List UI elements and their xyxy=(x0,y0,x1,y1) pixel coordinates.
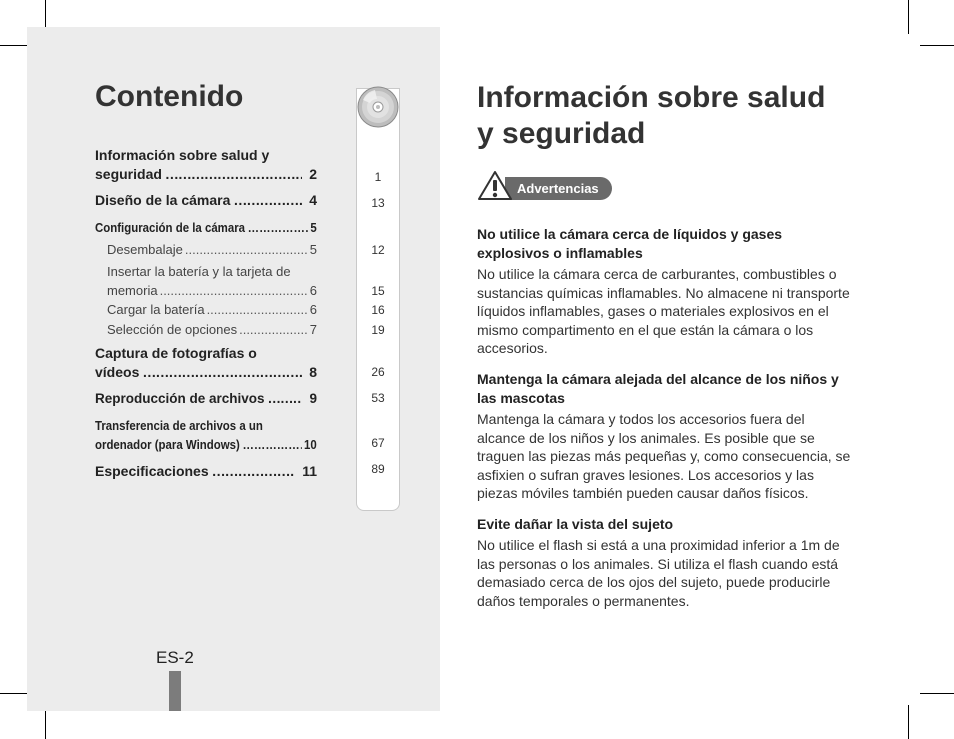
tab-number: 13 xyxy=(371,196,385,210)
disc-icon xyxy=(357,86,399,128)
section-body: No utilice el flash si está a una proximidad inferior a 1m de las personas o los animales. Si utiliza el flash cuando está demasiado cerca de los ojos del sujeto, puede producirle daños temporales o permanentes. xyxy=(477,537,840,609)
toc-leader xyxy=(207,300,308,319)
toc-entry-label: Selección de opciones xyxy=(107,322,238,337)
section-heading: Evite dañar la vista del sujeto xyxy=(477,516,674,532)
toc-subentry[interactable] xyxy=(107,240,317,259)
toc-entry-label: Insertar la batería y la tarjeta de xyxy=(107,264,291,279)
toc-page-number: 11 xyxy=(302,463,317,479)
toc-entry[interactable] xyxy=(95,191,317,210)
tab-number: 19 xyxy=(371,323,385,337)
page-marker-tab xyxy=(169,671,181,711)
toc-page-number: 4 xyxy=(309,192,317,208)
toc-page-number: 6 xyxy=(309,302,317,317)
tab-number: 89 xyxy=(371,462,385,476)
toc-entry-label: Desembalaje xyxy=(107,242,183,257)
toc-entry[interactable] xyxy=(95,389,317,408)
toc-entry-label: seguridad xyxy=(95,166,162,182)
section-heading: No utilice la cámara cerca de líquidos y gases explosivos o inflamables xyxy=(477,226,783,261)
warning-badge: Advertencias xyxy=(505,177,612,200)
safety-section xyxy=(477,370,852,503)
tab-number: 12 xyxy=(371,243,385,257)
page-title-line: Información sobre salud xyxy=(477,81,826,114)
toc-page-number: 6 xyxy=(309,283,317,298)
toc-entry-label: Reproducción de archivos xyxy=(95,391,265,406)
tab-number: 1 xyxy=(374,170,382,184)
section-body: Mantenga la cámara y todos los accesorios fuera del alcance de los niños y los animales. Es posible que se traguen las piezas más pequeñas y, como consecuencia, se asfixien o sufran graves lesiones. Los accesorios y las piezas móviles también pueden causar daños físicos. xyxy=(477,411,851,502)
tab-number: 67 xyxy=(371,436,385,450)
toc-entry-label: Configuración de la cámara xyxy=(95,220,246,235)
toc-entry[interactable] xyxy=(95,146,317,184)
toc-leader xyxy=(268,389,303,408)
toc-page-number: 10 xyxy=(304,437,317,452)
toc-entry-label: Información sobre salud y xyxy=(95,147,270,163)
crop-mark xyxy=(920,45,954,46)
toc-leader xyxy=(142,363,302,382)
toc-leader xyxy=(242,435,301,454)
safety-section xyxy=(477,225,852,358)
toc-entry[interactable] xyxy=(95,416,317,454)
page-number-label: ES-2 xyxy=(156,648,194,667)
tab-number: 53 xyxy=(371,391,385,405)
toc-entry-label: vídeos xyxy=(95,364,140,380)
toc-entry-label: Transferencia de archivos a un xyxy=(95,418,263,433)
toc-page-number: 5 xyxy=(310,220,317,235)
tab-number: 26 xyxy=(371,365,385,379)
warning-triangle-icon xyxy=(477,170,513,201)
tab-number: 15 xyxy=(371,284,385,298)
toc-leader xyxy=(239,320,308,339)
toc-leader xyxy=(165,165,302,184)
toc-entry-label: Cargar la batería xyxy=(107,302,205,317)
toc-entry-label: Especificaciones xyxy=(95,463,209,479)
section-body: No utilice la cámara cerca de carburantes, combustibles o sustancias químicas inflamables. No almacene ni transporte líquidos inflamables, gases o materiales explosivos en el mismo compartimento en el que están la cámara o los accesorios. xyxy=(477,266,850,357)
toc-entry-label: Captura de fotografías o xyxy=(95,345,257,361)
toc-entry-label: ordenador (para Windows) xyxy=(95,437,240,452)
toc-entry[interactable] xyxy=(95,344,317,382)
toc-page-number: 8 xyxy=(309,364,317,380)
section-heading: Mantenga la cámara alejada del alcance de los niños y las mascotas xyxy=(477,371,839,406)
toc-subentry[interactable] xyxy=(107,320,317,339)
toc-leader xyxy=(233,191,302,210)
toc-page-number: 5 xyxy=(309,242,317,257)
toc-subentry[interactable] xyxy=(107,300,317,319)
toc-leader xyxy=(248,218,308,237)
crop-mark xyxy=(908,705,909,739)
toc-leader xyxy=(212,462,296,481)
toc-page-number: 2 xyxy=(309,166,317,182)
toc-page-number: 7 xyxy=(309,322,317,337)
toc-entry[interactable] xyxy=(95,218,317,237)
toc-page-number: 9 xyxy=(309,391,317,406)
toc-entry[interactable] xyxy=(95,462,317,481)
toc-subentry[interactable] xyxy=(107,262,317,300)
toc-entry-label: Diseño de la cámara xyxy=(95,192,231,208)
safety-section xyxy=(477,515,852,610)
crop-mark xyxy=(908,0,909,34)
toc-leader xyxy=(160,281,308,300)
tab-number: 16 xyxy=(371,303,385,317)
toc-title: Contenido xyxy=(95,80,244,113)
toc-leader xyxy=(185,240,308,259)
page-title xyxy=(477,80,897,152)
crop-mark xyxy=(920,693,954,694)
page-title-line: y seguridad xyxy=(477,117,646,150)
toc-entry-label: memoria xyxy=(107,283,158,298)
